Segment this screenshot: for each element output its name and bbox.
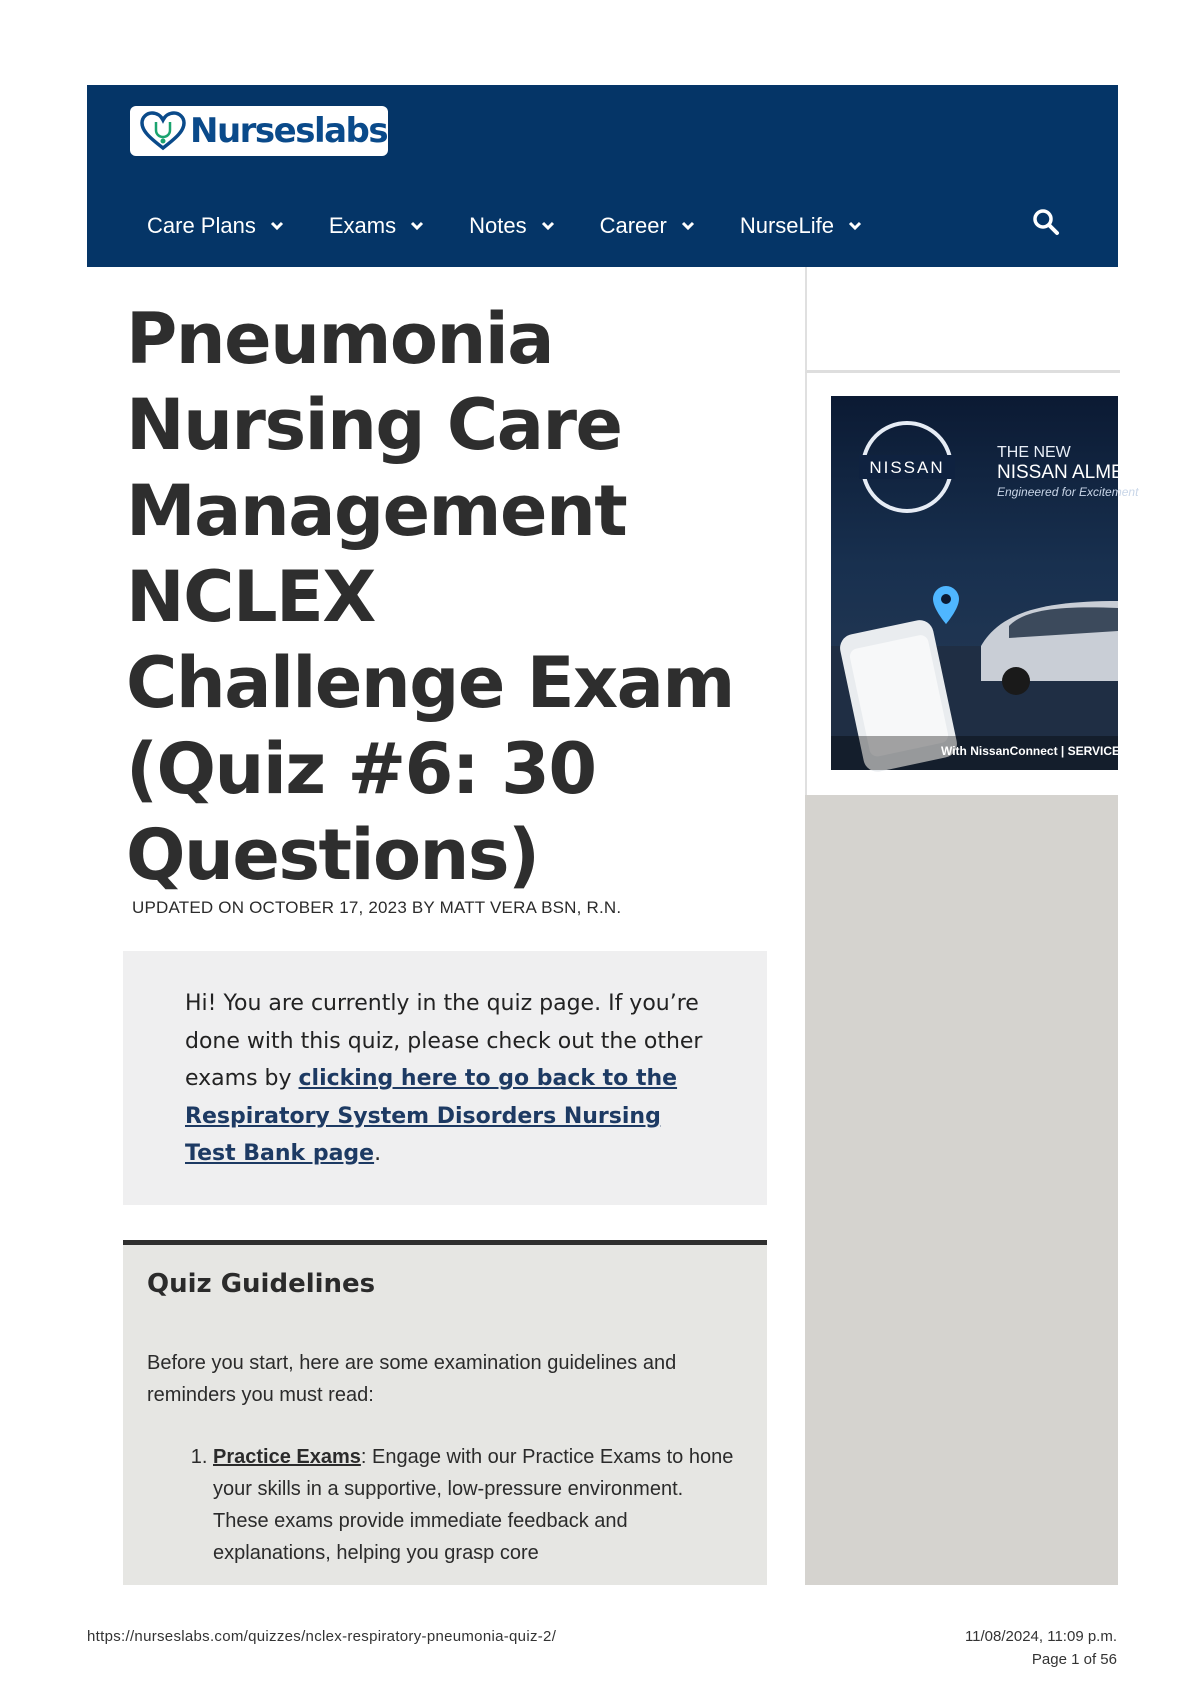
- nav-label: NurseLife: [739, 213, 834, 238]
- nissan-ad[interactable]: [831, 396, 1151, 770]
- nav-nurselife[interactable]: [740, 213, 862, 239]
- chevron-down-icon: [541, 221, 555, 231]
- search-icon[interactable]: [1031, 207, 1061, 237]
- guidelines-heading: Quiz Guidelines: [147, 1269, 376, 1299]
- ad-footer-text: With NissanConnect | SERVICES: [941, 744, 1129, 758]
- print-date: 11/08/2024, 11:09 p.m.: [964, 1628, 1117, 1645]
- notice-period: .: [374, 1141, 382, 1166]
- print-page-number: Page 1 of 56: [1031, 1651, 1117, 1668]
- nav-career[interactable]: [600, 213, 695, 239]
- ad-line-3: Engineered for Excitement: [997, 485, 1139, 499]
- guidelines-list: [147, 1441, 743, 1569]
- nav-label: Notes: [469, 213, 527, 238]
- main-nav: [147, 206, 907, 246]
- heart-stethoscope-icon: [138, 110, 188, 152]
- chevron-down-icon: [270, 221, 284, 231]
- list-item: [213, 1441, 743, 1569]
- practice-exams-link[interactable]: Practice Exams: [213, 1446, 361, 1468]
- page-title: Pneumonia Nursing Care Management NCLEX Challenge Exam (Quiz #6: 30 Questions): [126, 298, 734, 896]
- nav-exams[interactable]: [329, 213, 424, 239]
- quiz-guidelines-box: [123, 1240, 767, 1585]
- list-item-text: : Engage with our Practice Exams to hone your skills in a supportive, low-pressure environment. These exams provide immediate feedback and explanations, helping you grasp core: [213, 1446, 734, 1564]
- quiz-notice-box: [123, 951, 767, 1205]
- nav-notes[interactable]: [469, 213, 554, 239]
- ad-line-2: NISSAN ALMERA: [997, 462, 1151, 483]
- chevron-down-icon: [410, 221, 424, 231]
- article-byline: UPDATED ON OCTOBER 17, 2023 BY MATT VERA BSN, R.N.: [132, 898, 622, 917]
- nissan-logo-text: NISSAN: [869, 458, 945, 477]
- sidebar-placeholder: [805, 795, 1118, 1585]
- test-bank-link[interactable]: clicking here to go back to the Respiratory System Disorders Nursing Test Bank page: [185, 1066, 678, 1166]
- logo-text: Nurseslabs: [190, 111, 388, 151]
- chevron-down-icon: [681, 221, 695, 231]
- notice-text: Hi! You are currently in the quiz page. If you’re done with this quiz, please check out the other exams by: [185, 991, 703, 1091]
- chevron-down-icon: [848, 221, 862, 231]
- site-header: [87, 85, 1118, 267]
- nav-label: Care Plans: [147, 213, 256, 238]
- ad-footer: [831, 736, 1129, 770]
- print-url: https://nurseslabs.com/quizzes/nclex-respiratory-pneumonia-quiz-2/: [87, 1628, 557, 1645]
- car-image: [831, 396, 1118, 770]
- site-logo[interactable]: [130, 106, 388, 156]
- nav-care-plans[interactable]: [147, 213, 284, 239]
- sidebar-widget: [805, 267, 1120, 373]
- guidelines-intro: Before you start, here are some examination guidelines and reminders you must read:: [147, 1352, 677, 1406]
- ad-line-1: THE NEW: [997, 444, 1071, 461]
- nav-label: Exams: [328, 213, 397, 238]
- nav-label: Career: [599, 213, 667, 238]
